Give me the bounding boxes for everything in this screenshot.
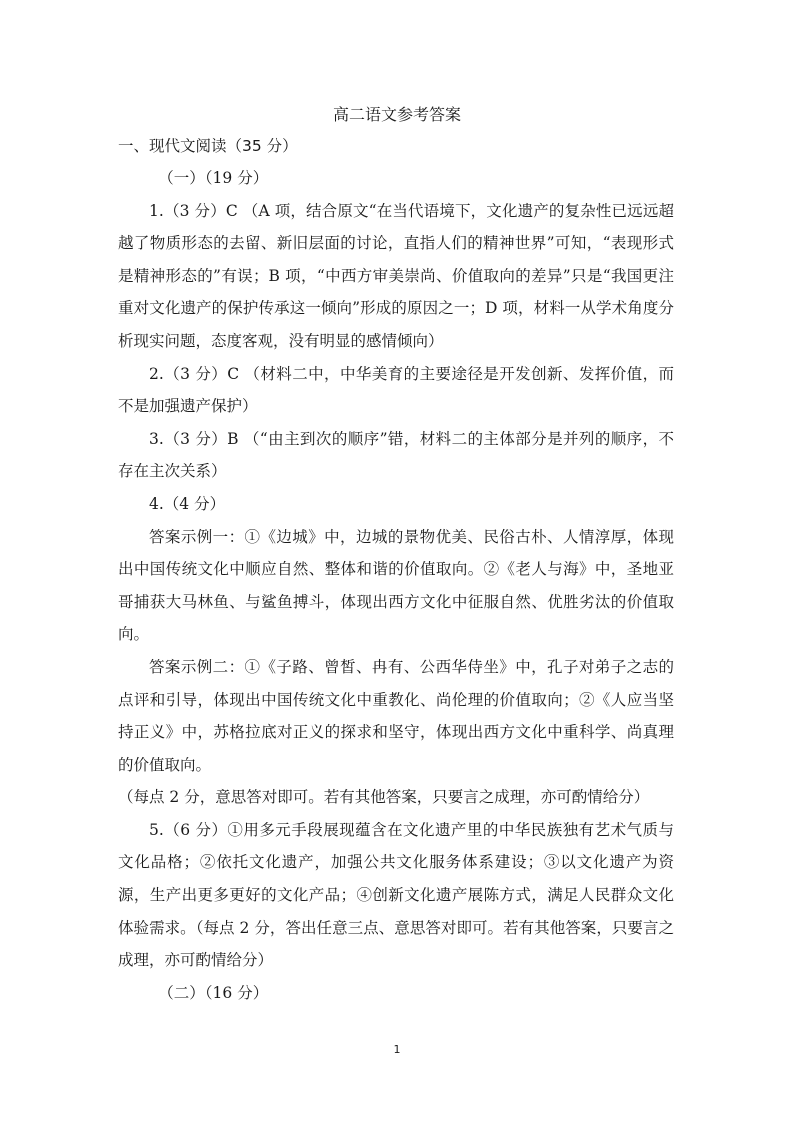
page-title: 高二语文参考答案 [332, 105, 461, 124]
answer-q4: 4.（4 分） [149, 494, 226, 513]
answer-q2: 2.（3 分）C （材料二中，中华美育的主要途径是开发创新、发挥价值，而不是加强遗产保护） [118, 364, 674, 416]
section-heading-modern-reading: 一、现代文阅读（35 分） [118, 137, 298, 155]
answer-q4-example-2: 答案示例二：①《子路、曾皙、冉有、公西华侍坐》中，孔子对弟子之志的点评和引导，体现出中国传统文化中重教化、尚伦理的价值取向；②《人应当坚持正义》中，苏格拉底对正义的探求和坚守，体现出西方文化中重科学、尚真理的价值取向。 [118, 657, 674, 774]
answer-q1: 1.（3 分）C （A 项，结合原文“在当代语境下，文化遗产的复杂性已远远超越了物质形态的去留、新旧层面的讨论，直指人们的精神世界”可知，“表现形式是精神形态的”有误；B 项，“中西方审美崇尚、价值取向的差异”只是“我国更注重对文化遗产的保护传承这一倾向”形成的原因之一；D 项，材料一从学术角度分析现实问题，态度客观，没有明显的感情倾向） [118, 201, 674, 350]
answer-q3: 3.（3 分）B （“由主到次的顺序”错，材料二的主体部分是并列的顺序，不存在主次关系） [118, 429, 674, 481]
subsection-heading-2: （二）（16 分） [158, 983, 269, 1002]
page-number: 1 [393, 1043, 401, 1056]
subsection-heading-1: （一）（19 分） [158, 169, 269, 187]
answer-body [118, 162, 674, 1009]
answer-q4-example-1: 答案示例一：①《边城》中，边城的景物优美、民俗古朴、人情淳厚，体现出中国传统文化中顺应自然、整体和谐的价值取向。②《老人与海》中，圣地亚哥捕获大马林鱼、与鲨鱼搏斗，体现出西方文化中征服自然、优胜劣汰的价值取向。 [118, 527, 674, 644]
answer-q5: 5.（6 分）①用多元手段展现蕴含在文化遗产里的中华民族独有艺术气质与文化品格；②依托文化遗产，加强公共文化服务体系建设；③以文化遗产为资源，生产出更多更好的文化产品；④创新文化遗产展陈方式，满足人民群众文化体验需求。（每点 2 分，答出任意三点、意思答对即可。若有其他答案，只要言之成理，亦可酌情给分） [118, 820, 674, 970]
answer-q4-scoring-note: （每点 2 分，意思答对即可。若有其他答案，只要言之成理，亦可酌情给分） [118, 788, 650, 807]
